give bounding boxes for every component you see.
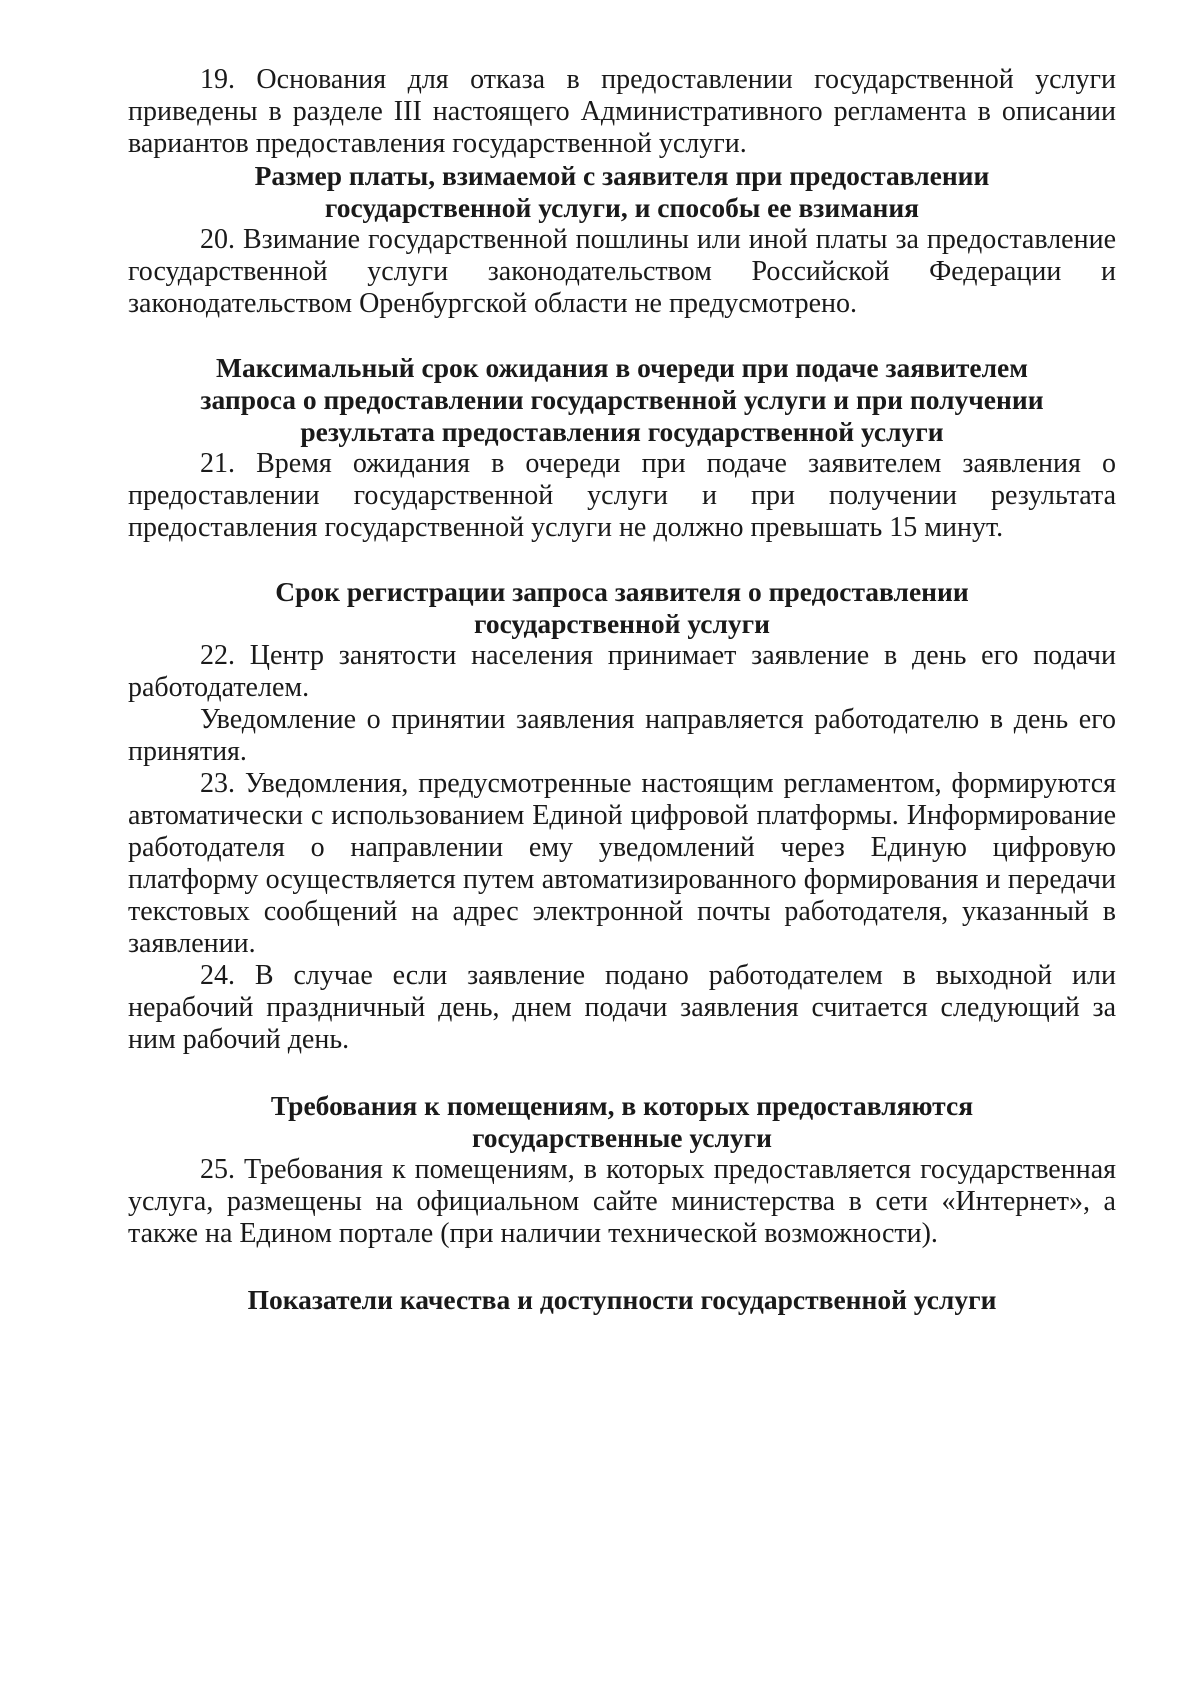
paragraph-24: 24. В случае если заявление подано работодателем в выходной или нерабочий праздничный день, днем подачи заявления считается следующий за ним рабочий день. — [128, 960, 1116, 1055]
heading-quality: Показатели качества и доступности государственной услуги — [247, 1284, 997, 1315]
paragraph-22-notice: Уведомление о принятии заявления направляется работодателю в день его принятия. — [128, 704, 1116, 767]
paragraph-21: 21. Время ожидания в очереди при подаче заявителем заявления о предоставлении государственной услуги и при получении результата предоставления государственной услуги не должно превышать 15 минут. — [128, 448, 1116, 543]
paragraph-20: 20. Взимание государственной пошлины или иной платы за предоставление государственной услуги законодательством Российской Федерации и законодательством Оренбургской области не предусмотрено. — [128, 224, 1116, 319]
heading-registration: Срок регистрации запроса заявителя о предоставлении государственной услуги — [275, 576, 969, 639]
paragraph-25: 25. Требования к помещениям, в которых предоставляется государственная услуга, размещены на официальном сайте министерства в сети «Интернет», а также на Едином портале (при наличии технической возможности). — [128, 1154, 1116, 1249]
paragraph-23: 23. Уведомления, предусмотренные настоящим регламентом, формируются автоматически с использованием Единой цифровой платформы. Информирование работодателя о направлении ему уведомлений через Единую цифровую платформу осуществляется путем автоматизированного формирования и передачи текстовых сообщений на адрес электронной почты работодателя, указанный в заявлении. — [128, 768, 1116, 959]
paragraph-19: 19. Основания для отказа в предоставлении государственной услуги приведены в разделе III настоящего Административного регламента в описании вариантов предоставления государственной услуги. — [128, 64, 1116, 159]
heading-queue-time: Максимальный срок ожидания в очереди при подаче заявителем запроса о предоставлении государственной услуги и при получении результата предоставления государственной услуги — [200, 352, 1044, 447]
heading-fee: Размер платы, взимаемой с заявителя при предоставлении государственной услуги, и способы ее взимания — [254, 160, 990, 223]
heading-premises: Требования к помещениям, в которых предоставляются государственные услуги — [270, 1090, 974, 1153]
paragraph-22: 22. Центр занятости населения принимает заявление в день его подачи работодателем. — [128, 640, 1116, 703]
document-body — [128, 64, 1116, 1316]
